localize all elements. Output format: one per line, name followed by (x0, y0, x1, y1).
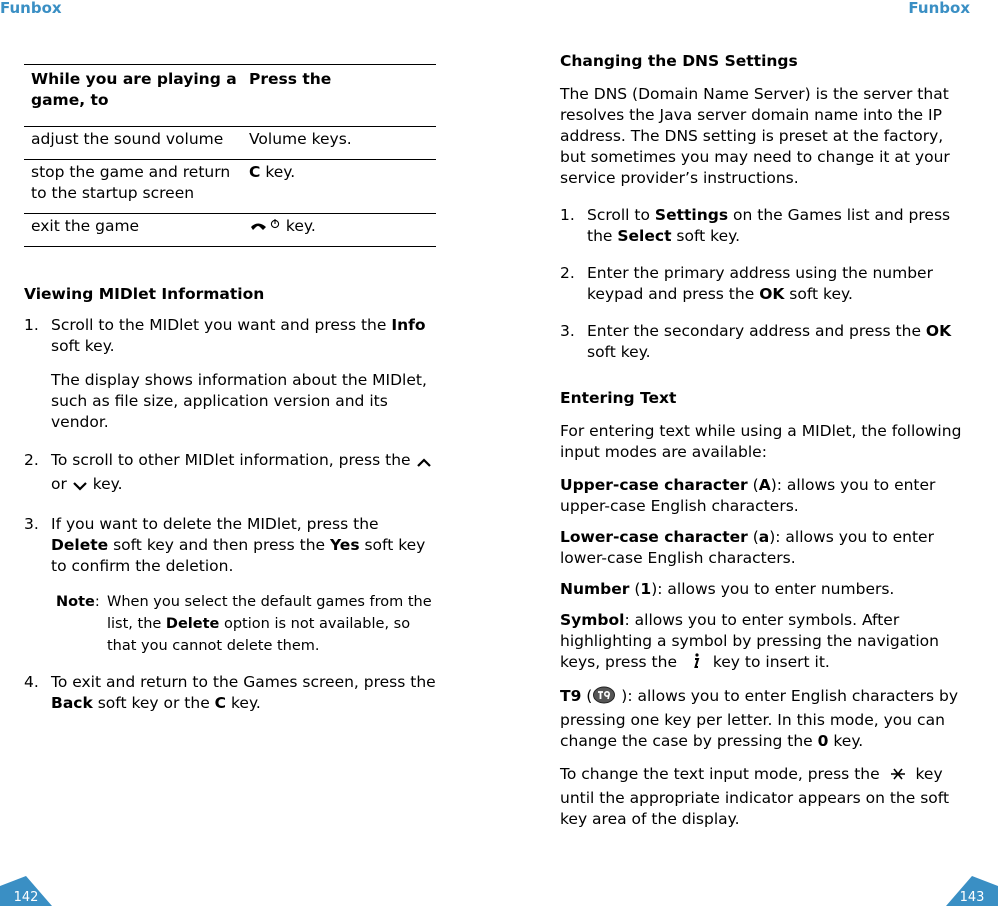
step-text: soft key to confirm the deletion. (51, 536, 426, 575)
mode-lower-case (560, 527, 972, 569)
select-key-label: Select (617, 227, 672, 245)
step-text: To exit and return to the Games screen, press the (51, 673, 436, 691)
step-text: Enter the primary address using the number keypad and press the (587, 264, 933, 303)
table-row (24, 214, 436, 247)
ok-key-label: OK (759, 285, 785, 303)
table-cell-key (239, 160, 436, 214)
key-suffix: key. (281, 217, 316, 235)
step-text: key. (226, 694, 261, 712)
paren: ) (651, 580, 658, 598)
mode-number (560, 579, 972, 600)
note-colon: : (94, 594, 100, 610)
page-number-right-badge (946, 876, 998, 906)
dns-step-2 (560, 263, 972, 305)
note-text: When you select the default games from the list, the (107, 594, 432, 632)
mode-name: Lower-case character (560, 528, 748, 546)
midlet-step-3 (24, 514, 436, 577)
key-suffix: key. (260, 163, 296, 181)
step-number: 3. (560, 322, 575, 340)
table-cell-action: exit the game (24, 214, 239, 247)
paren: ) (616, 687, 628, 705)
step-text: Scroll to the MIDlet you want and press the (51, 316, 392, 334)
dns-step-3 (560, 321, 972, 363)
page-number-left-badge (0, 876, 52, 906)
mode-desc: : allows you to enter lower-case English characters. (560, 528, 934, 567)
table-header-key: Press the (239, 65, 436, 127)
midlet-step-1 (24, 315, 436, 357)
dns-intro: The DNS (Domain Name Server) is the server that resolves the Java server domain name into the IP address. The DNS setting is preset at the factory, but sometimes you may need to change it at your service provider’s instructions. (560, 85, 950, 187)
zero-key-label: 0 (817, 732, 829, 750)
running-header-right: Funbox (908, 0, 970, 17)
mode-name: Upper-case character (560, 476, 748, 494)
mode-symbol: 1 (640, 580, 652, 598)
step-text: soft key. (51, 337, 115, 355)
game-keys-table (24, 64, 436, 247)
mode-symbol (560, 610, 972, 676)
delete-option-label: Delete (165, 616, 220, 632)
step-number: 2. (560, 264, 575, 282)
step-text: or (51, 475, 72, 493)
step-text: To scroll to other MIDlet information, press the (51, 451, 416, 469)
step-number: 2. (24, 451, 39, 469)
table-cell-action: stop the game and return to the startup screen (24, 160, 239, 214)
table-cell-key (239, 214, 436, 247)
outro-text: key until the appropriate indicator appears on the soft key area of the display. (560, 765, 950, 828)
mode-upper-case (560, 475, 972, 517)
paren: ( (747, 476, 759, 494)
text-entry-section-title: Entering Text (560, 389, 677, 407)
table-header-action: While you are playing a game, to (24, 65, 239, 127)
note-label (56, 591, 100, 613)
step-text: soft key. (671, 227, 741, 245)
outro-text: To change the text input mode, press the (560, 765, 885, 783)
end-power-key-icon (249, 218, 281, 240)
step-number: 1. (560, 206, 575, 224)
midlet-section-title: Viewing MIDlet Information (24, 285, 265, 303)
step-text: Enter the secondary address and press the (587, 322, 926, 340)
step-text: Scroll to (587, 206, 655, 224)
c-key-label: C (249, 163, 261, 181)
table-header-row (24, 65, 436, 127)
step-text: The display shows information about the MIDlet, such as file size, application version and its vendor. (51, 371, 427, 431)
paren: ) (770, 476, 777, 494)
table-cell-key: Volume keys. (239, 127, 436, 160)
paren: ( (629, 580, 641, 598)
yes-key-label: Yes (330, 536, 360, 554)
table-cell-action: adjust the sound volume (24, 127, 239, 160)
step-text: soft key. (587, 343, 651, 361)
table-row (24, 160, 436, 214)
mode-t9 (560, 686, 972, 752)
text-entry-intro: For entering text while using a MIDlet, the following input modes are available: (560, 422, 962, 461)
midlet-step-1-detail (24, 370, 436, 433)
midlet-step-4 (24, 672, 436, 714)
page-number-left: 142 (13, 890, 39, 905)
running-header-left: Funbox (0, 0, 62, 17)
note-label-text: Note (56, 594, 95, 610)
mode-name: T9 (560, 687, 582, 705)
left-page-content (24, 64, 436, 714)
step-number: 1. (24, 316, 39, 334)
mode-name: Number (560, 580, 630, 598)
ok-key-label: OK (925, 322, 952, 340)
step-number: 4. (24, 673, 39, 691)
mode-desc: : allows you to enter numbers. (657, 580, 895, 598)
paren: ) (769, 528, 776, 546)
c-key-label: C (214, 694, 227, 712)
t9-icon (592, 686, 616, 710)
text-entry-outro (560, 764, 972, 830)
mode-desc: key. (828, 732, 864, 750)
dns-section-title: Changing the DNS Settings (560, 52, 798, 70)
star-key-icon (885, 766, 911, 788)
mode-symbol: a (758, 528, 770, 546)
step-text: soft key. (784, 285, 853, 303)
note-text: option is not available, so that you cannot delete them. (107, 616, 411, 654)
step-text: soft key or the (92, 694, 215, 712)
delete-key-label: Delete (51, 536, 109, 554)
step-number: 3. (24, 515, 39, 533)
mode-desc: key to insert it. (707, 653, 830, 671)
mode-desc: : allows you to enter symbols. After highlighting a symbol by pressing the navigation keys, press the (560, 611, 939, 671)
nav-up-icon (416, 453, 432, 474)
nav-down-icon (72, 477, 88, 498)
dns-step-1 (560, 205, 972, 247)
mode-name: Symbol (560, 611, 625, 629)
step-text: If you want to delete the MIDlet, press the (51, 515, 379, 533)
table-row (24, 127, 436, 160)
midlet-step-2 (24, 450, 436, 498)
settings-label: Settings (654, 206, 729, 224)
paren: ( (581, 687, 593, 705)
mode-desc: : allows you to enter upper-case English characters. (560, 476, 936, 515)
step-text: soft key and then press the (108, 536, 330, 554)
page-number-right: 143 (959, 890, 985, 905)
back-key-label: Back (51, 694, 93, 712)
info-key-icon (682, 652, 708, 676)
paren: ( (747, 528, 759, 546)
step-text: on the Games list and press the (587, 206, 951, 245)
step-text: key. (87, 475, 123, 493)
info-key-label: Info (391, 316, 426, 334)
mode-symbol: A (758, 476, 771, 494)
right-page-content (560, 51, 972, 830)
mode-desc: : allows you to enter English characters by pressing one key per letter. In this mode, you can change the case by pressing the (560, 687, 959, 750)
delete-note (24, 591, 436, 657)
